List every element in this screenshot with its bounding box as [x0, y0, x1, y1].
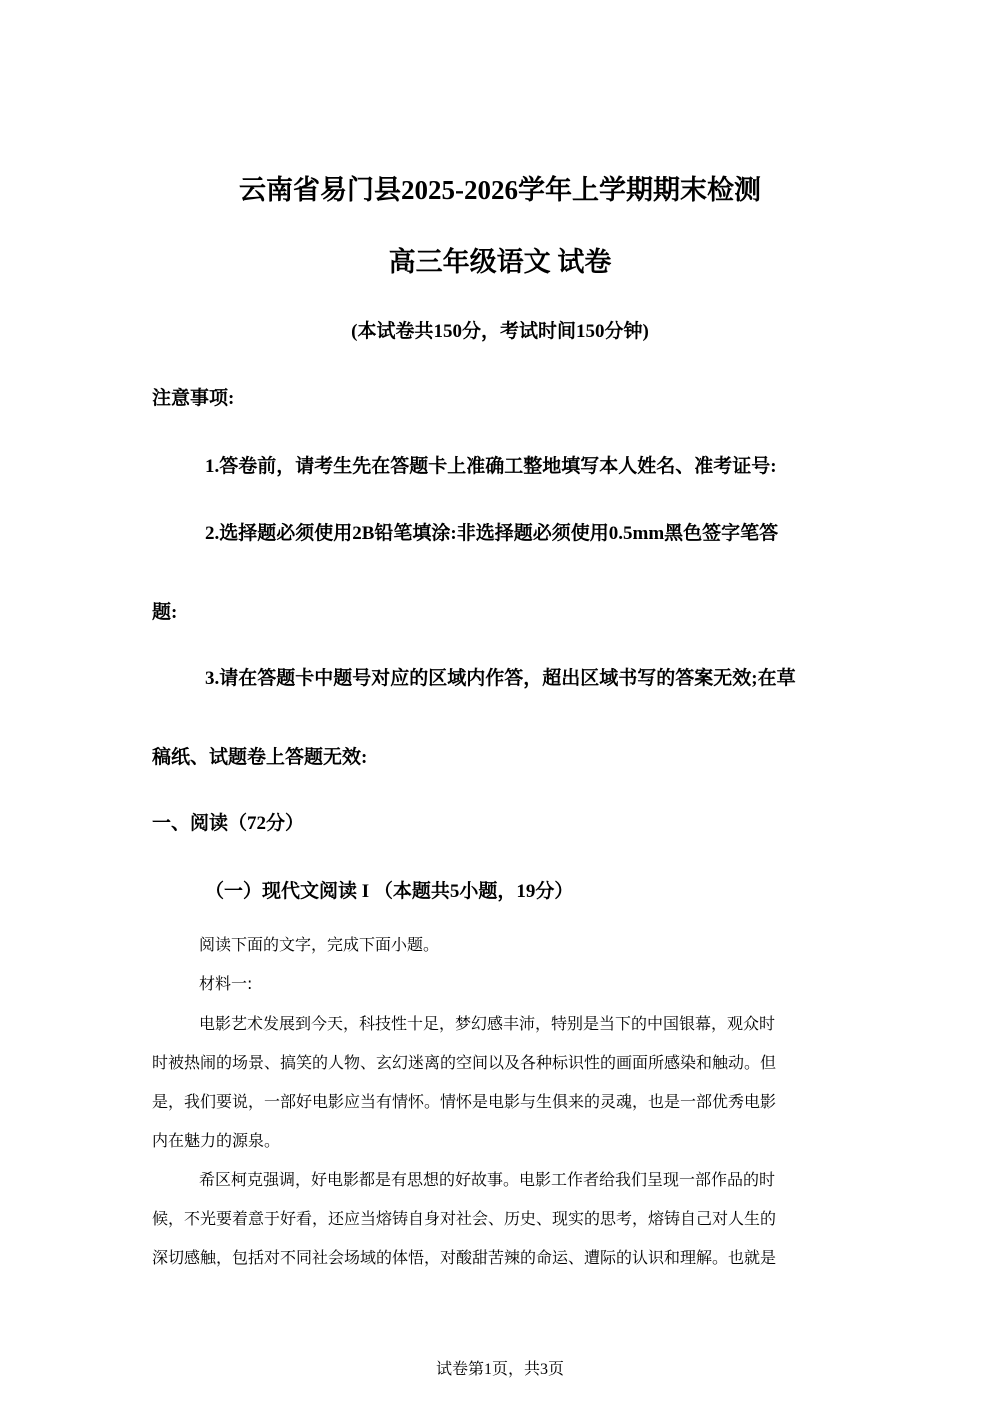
paragraph-line: 电影艺术发展到今天，科技性十足，梦幻感丰沛，特别是当下的中国银幕，观众时 — [199, 1014, 776, 1033]
paragraph-line: 候，不光要着意于好看，还应当熔铸自身对社会、历史、现实的思考，熔铸自己对人生的 — [152, 1209, 777, 1228]
notice-item-3-line-1: 3.请在答题卡中题号对应的区域内作答，超出区域书写的答案无效;在草 — [205, 668, 796, 689]
paragraph-line: 深切感触，包括对不同社会场域的体悟，对酸甜苦辣的命运、遭际的认识和理解。也就是 — [152, 1248, 777, 1267]
notice-item-2-line-2: 题: — [152, 602, 178, 623]
section-heading: 一、阅读（72分） — [152, 813, 305, 834]
reading-instruction: 阅读下面的文字，完成下面小题。 — [199, 935, 440, 954]
exam-score-time: (本试卷共150分，考试时间150分钟) — [351, 321, 649, 342]
notice-item-2-line-1: 2.选择题必须使用2B铅笔填涂:非选择题必须使用0.5mm黑色签字笔答 — [205, 523, 779, 544]
paragraph-line: 希区柯克强调，好电影都是有思想的好故事。电影工作者给我们呈现一部作品的时 — [199, 1170, 776, 1189]
notice-item-1: 1.答卷前，请考生先在答题卡上准确工整地填写本人姓名、准考证号: — [205, 456, 777, 477]
paragraph-line: 是，我们要说，一部好电影应当有情怀。情怀是电影与生俱来的灵魂，也是一部优秀电影 — [152, 1092, 777, 1111]
notice-item-3-line-2: 稿纸、试题卷上答题无效: — [152, 747, 368, 768]
material-label: 材料一: — [199, 974, 253, 993]
subsection-heading: （一）现代文阅读 I （本题共5小题，19分） — [205, 881, 574, 902]
exam-subject-title: 高三年级语文 试卷 — [388, 247, 612, 277]
exam-title: 云南省易门县2025-2026学年上学期期末检测 — [239, 175, 761, 205]
paragraph-line: 时被热闹的场景、搞笑的人物、玄幻迷离的空间以及各种标识性的画面所感染和触动。但 — [152, 1053, 777, 1072]
page-footer: 试卷第1页，共3页 — [435, 1361, 564, 1378]
paragraph-line: 内在魅力的源泉。 — [152, 1131, 281, 1150]
notice-heading: 注意事项: — [152, 388, 235, 409]
